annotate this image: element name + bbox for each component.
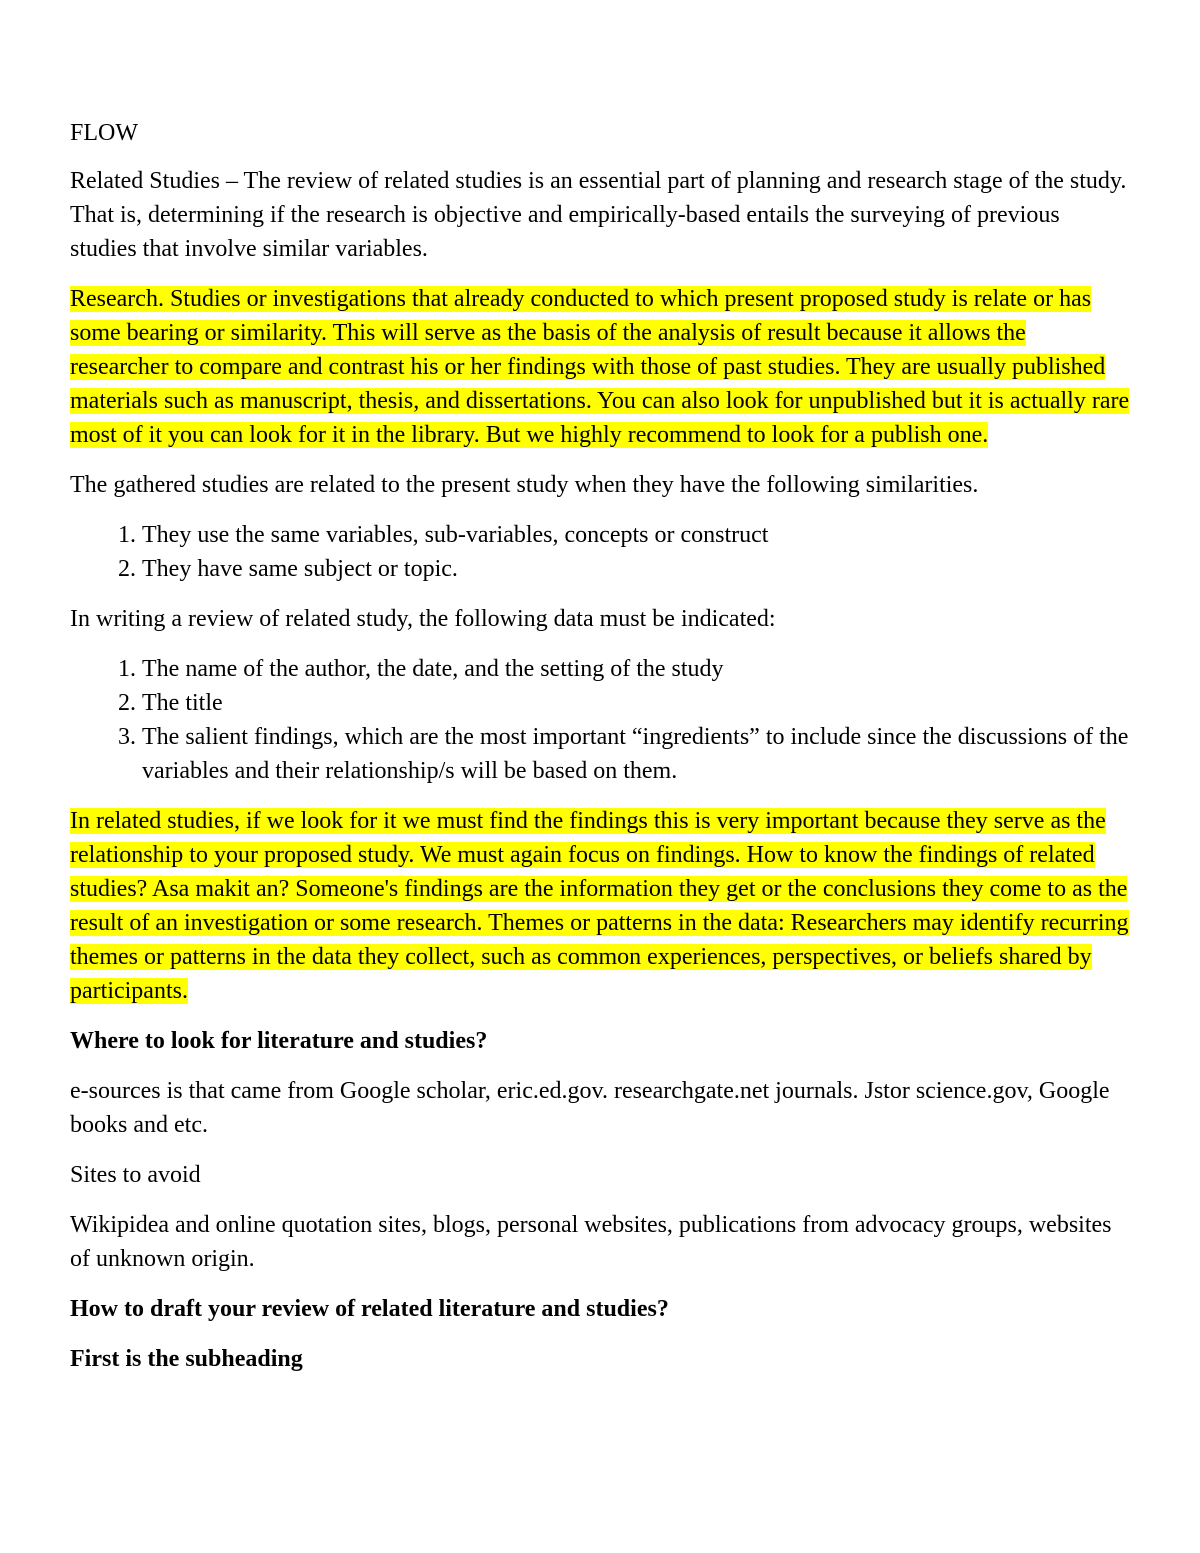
intro-paragraph: Related Studies – The review of related studies is an essential part of planning and research stage of the study. That is, determining if the research is objective and empirically-based entails the surveying of previous studies that involve similar variables. bbox=[70, 168, 1127, 262]
data-intro: In writing a review of related study, the following data must be indicated: bbox=[70, 606, 776, 632]
findings-highlight: In related studies, if we look for it we must find the findings this is very important because they serve as the relationship to your proposed study. We must again focus on findings. How to know the findings of related studies? Asa makit an? Someone's findings are the information they get or the conclusions they come to as the result of an investigation or some research. Themes or patterns in the data: Researchers may identify recurring themes or patterns in the data they collect, such as common experiences, perspectives, or beliefs shared by participants. bbox=[70, 808, 1129, 1004]
document-page bbox=[70, 116, 1130, 1392]
similarities-list bbox=[70, 518, 1130, 586]
similarities-intro: The gathered studies are related to the present study when they have the following similarities. bbox=[70, 472, 979, 498]
data-items-list bbox=[70, 652, 1130, 788]
subheading: First is the subheading bbox=[70, 1346, 303, 1372]
list-item: 3. The salient findings, which are the most important “ingredients” to include since the discussions of the variables and their relationship/s will be based on them. bbox=[142, 720, 1130, 788]
list-item: 2. They have same subject or topic. bbox=[142, 552, 1130, 586]
research-paragraph bbox=[70, 282, 1130, 452]
list-item: 2. The title bbox=[142, 686, 1130, 720]
research-highlight: Research. Studies or investigations that already conducted to which present proposed study is relate or has some bearing or similarity. This will serve as the basis of the analysis of result because it allows the researcher to compare and contrast his or her findings with those of past studies. They are usually published materials such as manuscript, thesis, and dissertations. You can also look for unpublished but it is actually rare most of it you can look for it in the library. But we highly recommend to look for a publish one. bbox=[70, 286, 1130, 448]
avoid-heading: Sites to avoid bbox=[70, 1162, 201, 1188]
findings-paragraph bbox=[70, 804, 1130, 1008]
esources-paragraph: e-sources is that came from Google scholar, eric.ed.gov. researchgate.net journals. Jstor science.gov, Google books and etc. bbox=[70, 1078, 1110, 1138]
list-item: 1. The name of the author, the date, and the setting of the study bbox=[142, 652, 1130, 686]
list-item: 1. They use the same variables, sub-variables, concepts or construct bbox=[142, 518, 1130, 552]
where-heading: Where to look for literature and studies? bbox=[70, 1028, 488, 1054]
doc-title: FLOW bbox=[70, 120, 138, 146]
avoid-paragraph: Wikipidea and online quotation sites, blogs, personal websites, publications from advocacy groups, websites of unknown origin. bbox=[70, 1212, 1112, 1272]
draft-heading: How to draft your review of related literature and studies? bbox=[70, 1296, 669, 1322]
